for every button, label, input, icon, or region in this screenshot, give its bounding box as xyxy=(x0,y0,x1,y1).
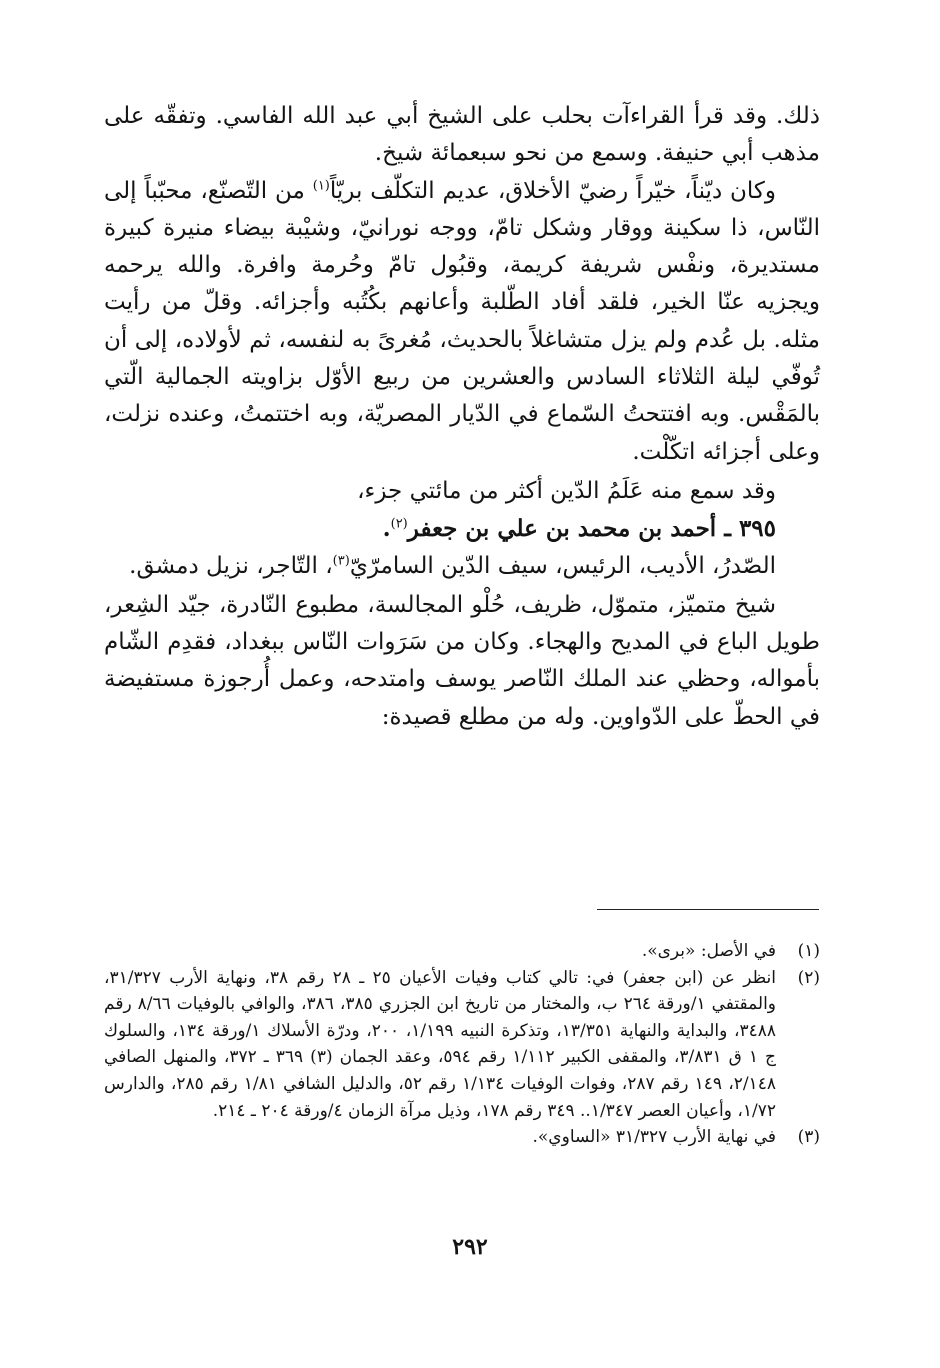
footnote-1 xyxy=(104,938,820,965)
entry-title: ٣٩٥ ـ أحمد بن محمد بن علي بن جعفر xyxy=(407,515,776,543)
footnote-ref-1[interactable]: (١) xyxy=(312,177,330,193)
main-text xyxy=(104,98,820,736)
page-number: ٢٩٢ xyxy=(452,1234,488,1260)
footnote-number: (١) xyxy=(797,941,820,961)
footnotes xyxy=(104,938,820,1151)
paragraph-5: شيخ متميّز، متموّل، ظريف، حُلْو المجالسة، مطبوع النّادرة، جيّد الشِعر، طويل الباع في المديح والهجاء. وكان من سَرَوات النّاس ببغداد، فقدِم الشّام بأمواله، وحظي عند الملك النّاصر يوسف وامتدحه، وعمل أُرجوزة مستفيضة في الحطّ على الدّواوين. وله من مطلع قصيدة: xyxy=(104,591,820,730)
footnote-text: انظر عن (ابن جعفر) في: تالي كتاب وفيات الأعيان ٢٥ ـ ٢٨ رقم ٣٨، ونهاية الأرب ٣١/٣٢٧، والمقتفي ١/ورقة ٢٦٤ ب، والمختار من تاريخ ابن الجزري ٣٨٥، ٣٨٦، والوافي بالوفيات ٨/٦٦ رقم ٣٤٨٨، والبداية والنهاية ١٣/٣٥١، وتذكرة النبيه ١/١٩٩، ٢٠٠، ودرّة الأسلاك ١/ورقة ١٣٤، والسلوك ج ١ ق ٣/٨٣١، والمقفى الكبير ١/١١٢ رقم ٥٩٤، وعقد الجمان (٣) ٣٦٩ ـ ٣٧٢، والمنهل الصافي ٢/١٤٨، ١٤٩ رقم ٢٨٧، وفوات الوفيات ١/١٣٤ رقم ٥٢، والدليل الشافي ١/٨١ رقم ٢٨٥، والدارس ١/٧٢، وأعيان العصر ١/٣٤٧.. ٣٤٩ رقم ١٧٨، وذيل مرآة الزمان ٤/ورقة ٢٠٤ ـ ٢١٤. xyxy=(104,967,777,1121)
footnote-text: في الأصل: «برى». xyxy=(641,941,776,961)
paragraph-4 xyxy=(104,548,820,585)
paragraph-2-part-b: من التّصنّع، محبّباً إلى النّاس، ذا سكينة ووقار وشكل تامّ، ووجه نورانيّ، وشيْبة بيضاء منيرة كبيرة مستديرة، ونفْس شريفة كريمة، وقبُول تامّ وحُرمة وافرة. والله يرحمه ويجزيه عنّا الخير، فلقد أفاد الطّلبة وأعانهم بكُتُبه وأجزائه. وقلّ من رأيت مثله. بل عُدم ولم يزل متشاغلاً بالحديث، مُغرىً به لنفسه، ثم لأولاده، إلى أن تُوفّي ليلة الثلاثاء السادس والعشرين من ربيع الأوّل بزاويته الجمالية الّتي بالمَقْس. وبه افتتحتُ السّماع في الدّيار المصريّة، وبه اختتمتُ، وعنده نزلت، وعلى أجزائه اتكّلْت. xyxy=(104,177,820,465)
footnote-ref-3[interactable]: (٣) xyxy=(332,552,350,568)
footnote-2 xyxy=(104,965,820,1125)
paragraph-2-part-a: وكان ديّناً، خيّراً رضيّ الأخلاق، عديم التكلّف بريّاً xyxy=(329,177,776,204)
entry-end: . xyxy=(382,515,391,543)
paragraph-1: ذلك. وقد قرأ القراءآت بحلب على الشيخ أبي عبد الله الفاسي. وتفقّه على مذهب أبي حنيفة. وسمع من نحو سبعمائة شيخ. xyxy=(104,103,820,167)
footnote-ref-2[interactable]: (٢) xyxy=(390,516,408,532)
entry-heading xyxy=(104,510,820,547)
paragraph-4-part-b: ، التّاجر، نزيل دمشق. xyxy=(129,552,333,579)
footnote-3 xyxy=(104,1124,820,1151)
paragraph-2 xyxy=(104,173,820,471)
footnote-divider xyxy=(597,909,819,910)
paragraph-4-part-a: الصّدرُ، الأديب، الرئيس، سيف الدّين السامرّيّ xyxy=(349,552,776,579)
footnote-number: (٣) xyxy=(797,1127,820,1148)
footnote-text: في نهاية الأرب ٣١/٣٢٧ «الساوي». xyxy=(532,1127,776,1148)
paragraph-3: وقد سمع منه عَلَمُ الدّين أكثر من مائتي جزء، xyxy=(357,477,776,504)
footnote-number: (٢) xyxy=(797,967,820,988)
